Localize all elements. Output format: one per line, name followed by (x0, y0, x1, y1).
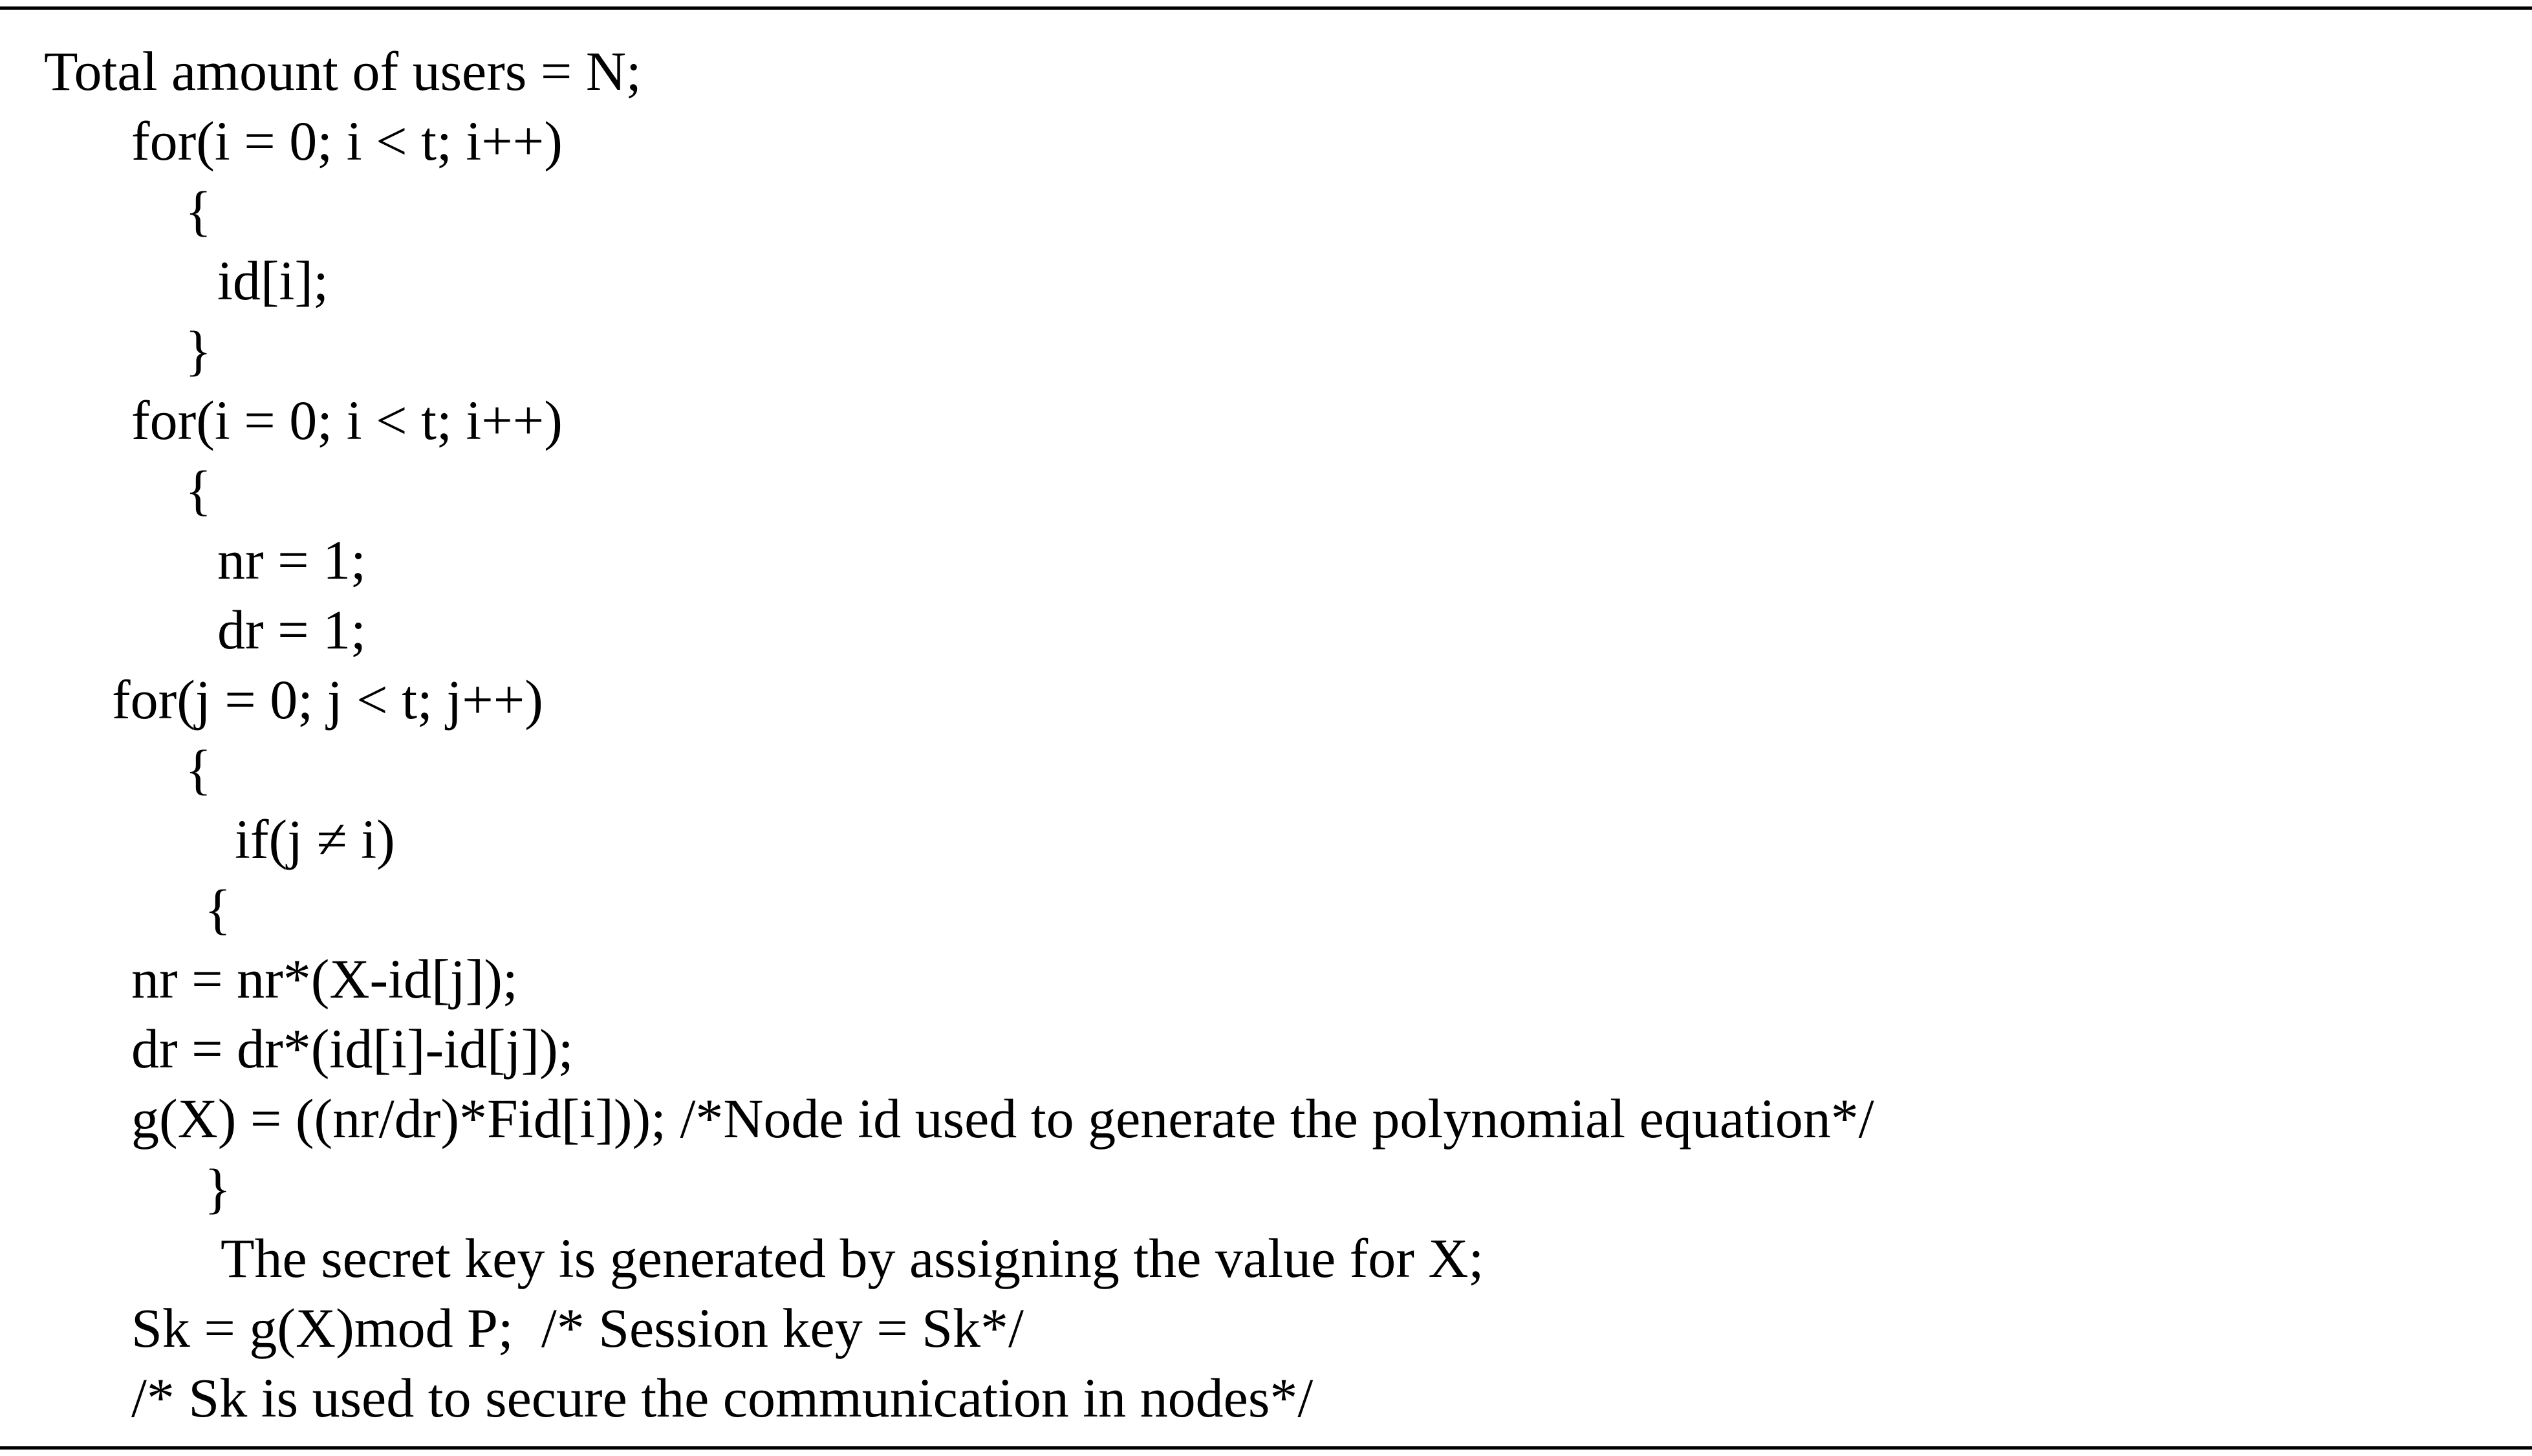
top-rule (0, 6, 2532, 10)
code-line-6: for(i = 0; i < t; i++) (131, 389, 563, 451)
code-line-1: Total amount of users = N; (44, 40, 642, 102)
code-line-14: nr = nr*(X-id[j]); (131, 948, 518, 1010)
code-line-11: { (185, 738, 212, 800)
code-line-12: if(j ≠ i) (235, 808, 395, 870)
bottom-rule (0, 1446, 2532, 1450)
code-line-8: nr = 1; (217, 529, 367, 591)
code-line-4: id[i]; (217, 250, 329, 312)
code-line-19: Sk = g(X)mod P; /* Session key = Sk*/ (131, 1297, 1024, 1359)
code-line-9: dr = 1; (217, 599, 367, 661)
code-line-13: { (204, 878, 232, 940)
code-line-2: for(i = 0; i < t; i++) (131, 110, 563, 172)
code-line-20: /* Sk is used to secure the communication in nodes*/ (131, 1367, 1314, 1429)
code-line-17: } (204, 1157, 232, 1219)
code-line-16: g(X) = ((nr/dr)*Fid[i])); /*Node id used to generate the polynomial equation*/ (131, 1087, 1874, 1150)
code-line-18: The secret key is generated by assigning the value for X; (221, 1227, 1484, 1289)
code-line-15: dr = dr*(id[i]-id[j]); (131, 1018, 574, 1080)
code-line-7: { (185, 459, 212, 521)
code-line-3: { (185, 180, 212, 242)
code-line-10: for(j = 0; j < t; j++) (112, 669, 543, 731)
code-line-5: } (185, 319, 212, 381)
